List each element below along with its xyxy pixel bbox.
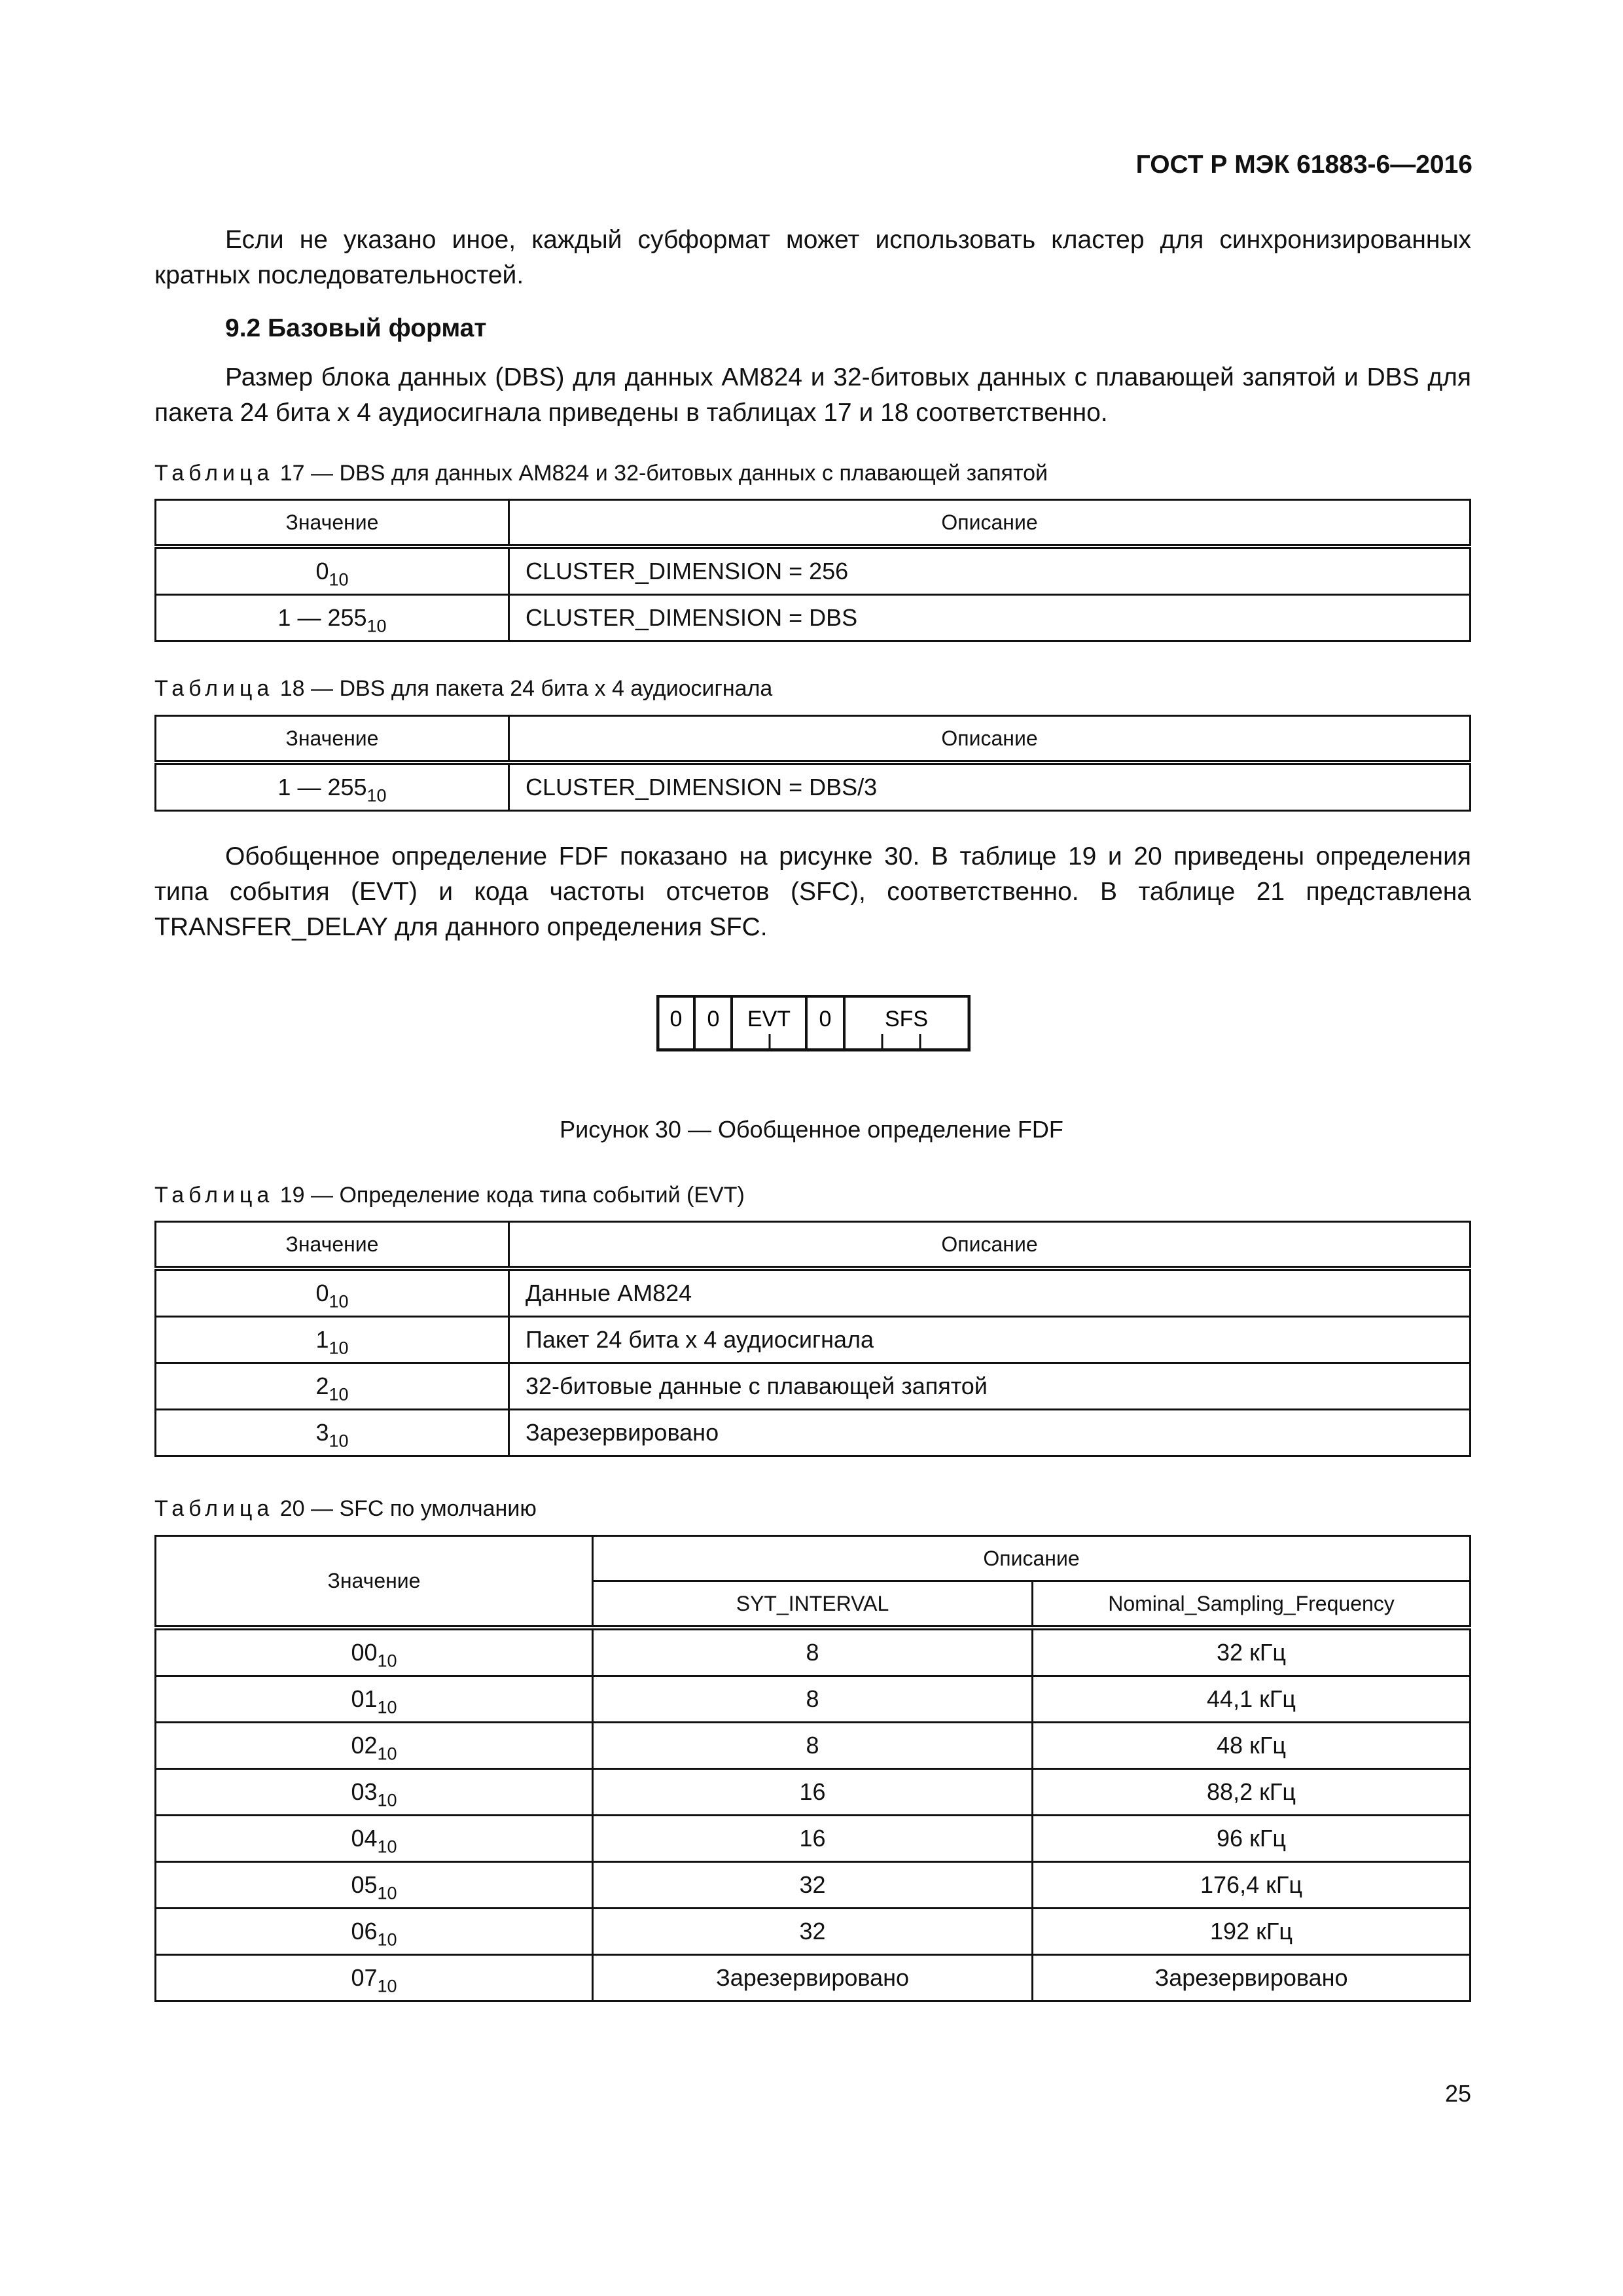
table-header-value: Значение: [156, 716, 509, 763]
table-header-syt-interval: SYT_INTERVAL: [593, 1581, 1033, 1628]
table-17-caption: Таблица 17 — DBS для данных AM824 и 32-битовых данных с плавающей запятой: [154, 461, 1048, 486]
description-cell: Данные AM824: [509, 1268, 1471, 1317]
value-cell: $0_{10}$: [156, 1268, 509, 1317]
description-cell: CLUSTER_DIMENSION = 256: [509, 547, 1471, 595]
fdf-field-bit6: 0: [707, 1007, 720, 1031]
table-header-value: Значение: [156, 1536, 593, 1628]
frequency-cell: 88,2 кГц: [1033, 1769, 1471, 1816]
standard-designation: ГОСТ Р МЭК 61883-6—2016: [1135, 151, 1472, 179]
value-cell: $01_{10}$: [156, 1676, 593, 1723]
description-cell: Зарезервировано: [509, 1410, 1471, 1456]
paragraph-fdf-definition: Обобщенное определение FDF показано на рисунке 30. В таблице 19 и 20 приведены определения типа события (EVT) и кода частоты отсчетов (SFC), соответственно. В таблице 21 представлена TRANSFER_DELAY для данного определения SFC.: [154, 842, 1471, 941]
figure-30-caption: Рисунок 30 — Обобщенное определение FDF: [560, 1116, 1063, 1143]
table-18: [154, 715, 1471, 812]
table-row: [156, 1723, 1471, 1769]
table-row: [156, 1628, 1471, 1676]
table-row: [156, 1862, 1471, 1909]
value-cell: 1 — $255_{10}$: [156, 762, 509, 811]
description-cell: 32-битовые данные с плавающей запятой: [509, 1363, 1471, 1410]
value-cell: $3_{10}$: [156, 1410, 509, 1456]
fdf-field-bit7: 0: [669, 1007, 683, 1031]
description-cell: CLUSTER_DIMENSION = DBS: [509, 595, 1471, 641]
frequency-cell: 48 кГц: [1033, 1723, 1471, 1769]
value-cell: $03_{10}$: [156, 1769, 593, 1816]
table-20-caption: Таблица 20 — SFC по умолчанию: [154, 1496, 537, 1521]
value-cell: $0_{10}$: [156, 547, 509, 595]
table-row: [156, 1769, 1471, 1816]
fdf-bit-diagram: [656, 995, 971, 1060]
table-row: [156, 1363, 1471, 1410]
section-title: 9.2 Базовый формат: [225, 314, 487, 342]
table-row: [156, 1676, 1471, 1723]
value-cell: 1 — $255_{10}$: [156, 595, 509, 641]
syt-interval-cell: 16: [593, 1816, 1033, 1862]
table-row: [156, 1317, 1471, 1363]
frequency-cell: 32 кГц: [1033, 1628, 1471, 1676]
syt-interval-cell: 8: [593, 1676, 1033, 1723]
fdf-field-sfs: SFS: [884, 1007, 929, 1031]
value-cell: $06_{10}$: [156, 1909, 593, 1955]
table-header-description: Описание: [509, 500, 1471, 547]
value-cell: $1_{10}$: [156, 1317, 509, 1363]
table-row: [156, 595, 1471, 641]
description-cell: CLUSTER_DIMENSION = DBS/3: [509, 762, 1471, 811]
value-cell: $04_{10}$: [156, 1816, 593, 1862]
table-header-value: Значение: [156, 500, 509, 547]
paragraph-dbs-intro: Размер блока данных (DBS) для данных AM824 и 32-битовых данных с плавающей запятой и DBS для пакета 24 бита x 4 аудиосигнала приведены в таблицах 17 и 18 соответственно.: [154, 363, 1471, 427]
table-row: [156, 1816, 1471, 1862]
table-row: [156, 1909, 1471, 1955]
table-header-description: Описание: [593, 1536, 1471, 1581]
syt-interval-cell: 8: [593, 1723, 1033, 1769]
table-17: [154, 499, 1471, 642]
syt-interval-cell: 32: [593, 1862, 1033, 1909]
syt-interval-cell: 8: [593, 1628, 1033, 1676]
paragraph-subformat-cluster: Если не указано иное, каждый субформат может использовать кластер для синхронизированных кратных последовательностей.: [154, 226, 1471, 289]
fdf-field-evt: EVT: [747, 1007, 791, 1031]
table-header-value: Значение: [156, 1222, 509, 1269]
value-cell: $05_{10}$: [156, 1862, 593, 1909]
syt-interval-cell: 32: [593, 1909, 1033, 1955]
table-row: [156, 1955, 1471, 2001]
frequency-cell: 192 кГц: [1033, 1909, 1471, 1955]
table-row: [156, 1268, 1471, 1317]
table-18-caption: Таблица 18 — DBS для пакета 24 бита x 4 аудиосигнала: [154, 676, 773, 701]
value-cell: $02_{10}$: [156, 1723, 593, 1769]
value-cell: $00_{10}$: [156, 1628, 593, 1676]
description-cell: Пакет 24 бита x 4 аудиосигнала: [509, 1317, 1471, 1363]
table-header-description: Описание: [509, 716, 1471, 763]
frequency-cell: 44,1 кГц: [1033, 1676, 1471, 1723]
value-cell: $2_{10}$: [156, 1363, 509, 1410]
frequency-cell: 96 кГц: [1033, 1816, 1471, 1862]
table-19-caption: Таблица 19 — Определение кода типа событий (EVT): [154, 1183, 745, 1208]
frequency-cell: Зарезервировано: [1033, 1955, 1471, 2001]
table-19: [154, 1221, 1471, 1457]
table-header-description: Описание: [509, 1222, 1471, 1269]
table-row: [156, 1410, 1471, 1456]
table-row: [156, 547, 1471, 595]
page-number: 25: [1444, 2080, 1471, 2107]
table-20: [154, 1535, 1471, 2002]
syt-interval-cell: 16: [593, 1769, 1033, 1816]
value-cell: $07_{10}$: [156, 1955, 593, 2001]
table-header-nominal-sampling-frequency: Nominal_Sampling_Frequency: [1033, 1581, 1471, 1628]
frequency-cell: 176,4 кГц: [1033, 1862, 1471, 1909]
table-row: [156, 762, 1471, 811]
syt-interval-cell: Зарезервировано: [593, 1955, 1033, 2001]
fdf-field-bit3: 0: [819, 1007, 832, 1031]
